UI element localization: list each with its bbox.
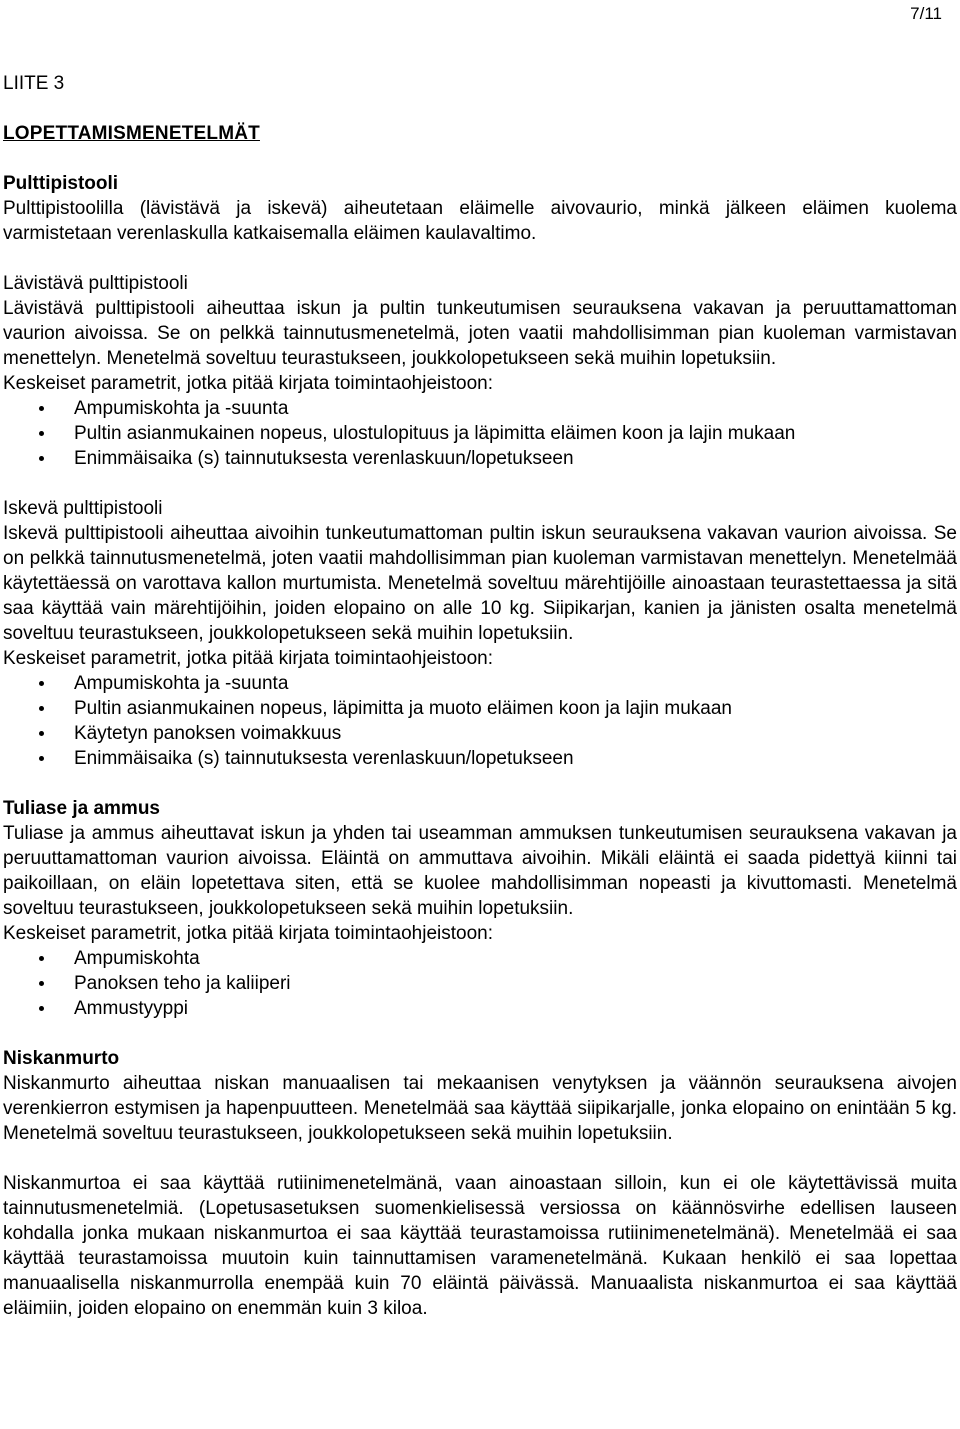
list-item bbox=[3, 971, 957, 996]
section-heading-niskanmurto: Niskanmurto bbox=[3, 1048, 120, 1069]
list-item bbox=[3, 996, 957, 1021]
section-extra-niskanmurto: Niskanmurtoa ei saa käyttää rutiinimenetelmänä, vaan ainoastaan silloin, kun ei ole käytettävissä muita tainnutusmenetelmiä. (Lopetusasetuksen suomenkielisessä versiossa on käännösvirhe edellisen lauseen kohdalla jonka mukaan niskanmurtoa ei saa käyttää teurastamoissa rutiinimenetelmänä). Menetelmää ei saa käyttää teurastamoissa muutoin kuin tainnuttamisen varamenetelmänä. Kukaan henkilö ei saa lopettaa manuaalisella niskanmurrolla enempää kuin 70 eläintä päivässä. Manuaalista niskanmurtoa ei saa käyttää eläimiin, joiden elopaino on enemmän kuin 3 kiloa. bbox=[3, 1173, 957, 1319]
params-label-lavistava: Keskeiset parametrit, jotka pitää kirjata toimintaohjeistoon: bbox=[3, 373, 494, 394]
section-intro-tuliase: Tuliase ja ammus aiheuttavat iskun ja yhden tai useamman ammuksen tunkeutumisen seurauksena vakavan ja peruuttamattoman vaurion aivoissa. Eläintä on ammuttava aivoihin. Mikäli eläintä ei saada pidettyä kiinni tai paikoillaan, on eläin lopetettava siten, että se kuolee mahdollisimman nopeasti ja kivuttomasti. Menetelmä soveltuu teurastukseen, joukkolopetukseen sekä muihin lopetuksiin. bbox=[3, 823, 957, 919]
page-number: 7/11 bbox=[910, 4, 942, 23]
bullet-icon bbox=[39, 406, 44, 411]
list-item bbox=[3, 696, 957, 721]
params-list-iskeva bbox=[3, 671, 957, 771]
bullet-icon bbox=[39, 756, 44, 761]
list-item-text: Ammustyyppi bbox=[74, 998, 189, 1019]
bullet-icon bbox=[39, 1006, 44, 1011]
document-title: LOPETTAMISMENETELMÄT bbox=[3, 123, 260, 144]
subsection-heading-iskeva: Iskevä pulttipistooli bbox=[3, 498, 163, 519]
list-item-text: Pultin asianmukainen nopeus, ulostulopituus ja läpimitta eläimen koon ja lajin mukaan bbox=[74, 423, 796, 444]
subsection-heading-lavistava: Lävistävä pulttipistooli bbox=[3, 273, 188, 294]
bullet-icon bbox=[39, 431, 44, 436]
list-item-text: Ampumiskohta ja -suunta bbox=[74, 398, 289, 419]
list-item bbox=[3, 446, 957, 471]
section-intro-niskanmurto: Niskanmurto aiheuttaa niskan manuaalisen tai mekaanisen venytyksen ja väännön seurauksena aivojen verenkierron estymisen ja hapenpuutteen. Menetelmää saa käyttää siipikarjalle, jonka elopaino on enintään 5 kg. Menetelmä soveltuu teurastukseen, joukkolopetukseen sekä muihin lopetuksiin. bbox=[3, 1073, 957, 1144]
list-item bbox=[3, 396, 957, 421]
list-item bbox=[3, 671, 957, 696]
appendix-label: LIITE 3 bbox=[3, 73, 65, 94]
params-label-iskeva: Keskeiset parametrit, jotka pitää kirjata toimintaohjeistoon: bbox=[3, 648, 494, 669]
list-item-text: Ampumiskohta ja -suunta bbox=[74, 673, 289, 694]
params-list-lavistava bbox=[3, 396, 957, 471]
bullet-icon bbox=[39, 956, 44, 961]
bullet-icon bbox=[39, 706, 44, 711]
list-item-text: Panoksen teho ja kaliiperi bbox=[74, 973, 291, 994]
params-label-tuliase: Keskeiset parametrit, jotka pitää kirjata toimintaohjeistoon: bbox=[3, 923, 494, 944]
list-item-text: Pultin asianmukainen nopeus, läpimitta ja muoto eläimen koon ja lajin mukaan bbox=[74, 698, 732, 719]
bullet-icon bbox=[39, 981, 44, 986]
list-item-text: Enimmäisaika (s) tainnutuksesta verenlaskuun/lopetukseen bbox=[74, 448, 574, 469]
list-item bbox=[3, 721, 957, 746]
bullet-icon bbox=[39, 731, 44, 736]
bullet-icon bbox=[39, 456, 44, 461]
list-item-text: Enimmäisaika (s) tainnutuksesta verenlaskuun/lopetukseen bbox=[74, 748, 574, 769]
subsection-text-iskeva: Iskevä pulttipistooli aiheuttaa aivoihin tunkeutumattoman pultin iskun seurauksena vakavan vaurion aivoissa. Se on pelkkä tainnutusmenetelmä, joten vaatii mahdollisimman pian kuoleman varmistavan menettelyn. Menetelmää käytettäessä on varottava kallon murtumista. Menetelmä soveltuu märehtijöille ainoastaan teurastettaessa ja sitä saa käyttää vain märehtijöihin, joiden elopaino on alle 10 kg. Siipikarjan, kanien ja jänisten osalta menetelmä soveltuu teurastukseen, joukkolopetukseen sekä muihin lopetuksiin. bbox=[3, 523, 957, 644]
section-heading-tuliase: Tuliase ja ammus bbox=[3, 798, 160, 819]
list-item-text: Ampumiskohta bbox=[74, 948, 200, 969]
list-item bbox=[3, 946, 957, 971]
list-item-text: Käytetyn panoksen voimakkuus bbox=[74, 723, 342, 744]
document-content bbox=[3, 71, 957, 1321]
subsection-text-lavistava: Lävistävä pulttipistooli aiheuttaa iskun ja pultin tunkeutumisen seurauksena vakavan ja peruuttamattoman vaurion aivoissa. Se on pelkkä tainnutusmenetelmä, joten vaatii mahdollisimman pian kuoleman varmistavan menettelyn. Menetelmä soveltuu teurastukseen, joukkolopetukseen sekä muihin lopetuksiin. bbox=[3, 298, 957, 369]
section-intro-pulttipistooli: Pulttipistoolilla (lävistävä ja iskevä) aiheutetaan eläimelle aivovaurio, minkä jälkeen eläimen kuolema varmistetaan verenlaskulla katkaisemalla eläimen kaulavaltimo. bbox=[3, 198, 957, 244]
bullet-icon bbox=[39, 681, 44, 686]
list-item bbox=[3, 746, 957, 771]
params-list-tuliase bbox=[3, 946, 957, 1021]
list-item bbox=[3, 421, 957, 446]
section-heading-pulttipistooli: Pulttipistooli bbox=[3, 173, 119, 194]
